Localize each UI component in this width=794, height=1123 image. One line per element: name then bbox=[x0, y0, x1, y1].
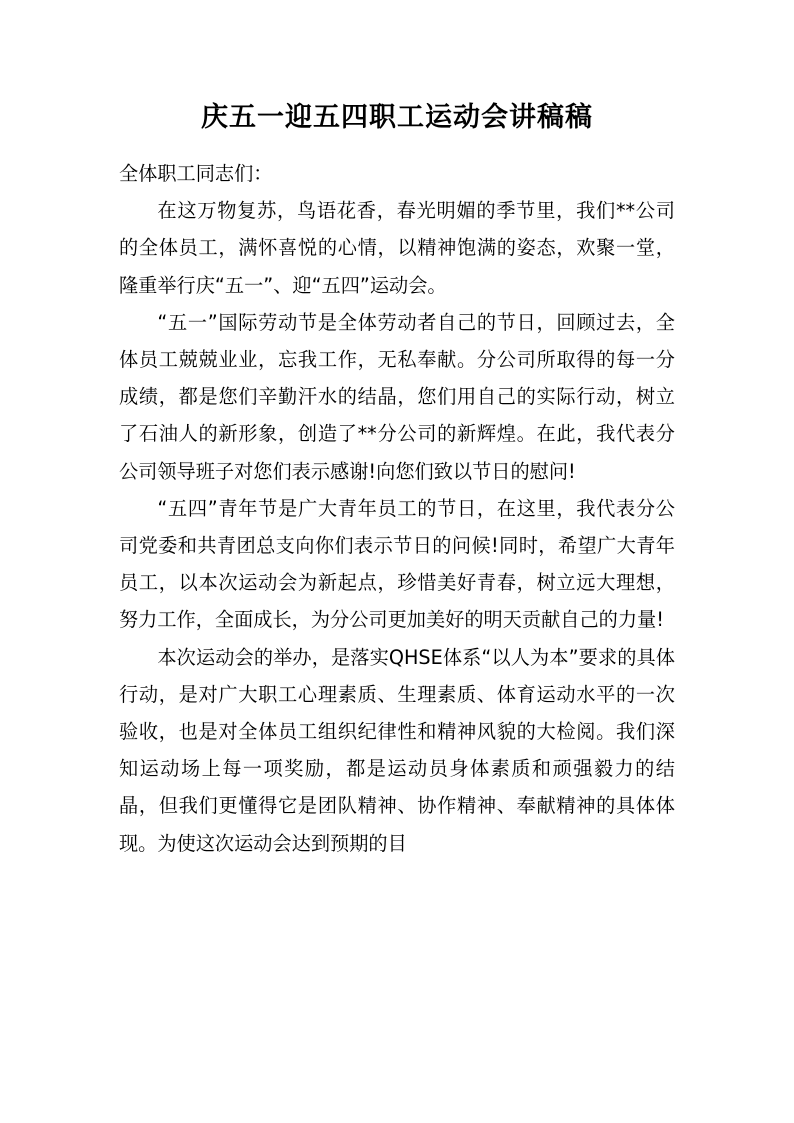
document-body bbox=[119, 155, 675, 862]
paragraph-1: 在这万物复苏，鸟语花香，春光明媚的季节里，我们**公司的全体员工，满怀喜悦的心情，以精神饱满的姿态，欢聚一堂，隆重举行庆“五一”、迎“五四”运动会。 bbox=[119, 199, 675, 297]
salutation: 全体职工同志们： bbox=[119, 162, 273, 185]
paragraph-3: “五四”青年节是广大青年员工的节日，在这里，我代表分公司党委和共青团总支向你们表示节日的问候!同时，希望广大青年员工，以本次运动会为新起点，珍惜美好青春，树立远大理想，努力工作，全面成长，为分公司更加美好的明天贡献自己的力量! bbox=[119, 496, 675, 632]
paragraph-2: “五一”国际劳动节是全体劳动者自己的节日，回顾过去，全体员工兢兢业业，忘我工作，无私奉献。分公司所取得的每一分成绩，都是您们辛勤汗水的结晶，您们用自己的实际行动，树立了石油人的新形象，创造了**分公司的新辉煌。在此，我代表分公司领导班子对您们表示感谢!向您们致以节日的慰问! bbox=[119, 310, 675, 483]
paragraph-4: 本次运动会的举办，是落实QHSE体系“以人为本”要求的具体行动，是对广大职工心理素质、生理素质、体育运动水平的一次验收，也是对全体员工组织纪律性和精神风貌的大检阅。我们深知运动场上每一项奖励，都是运动员身体素质和顽强毅力的结晶，但我们更懂得它是团队精神、协作精神、奉献精神的具体体现。为使这次运动会达到预期的目 bbox=[119, 645, 675, 855]
document-title: 庆五一迎五四职工运动会讲稿稿 bbox=[201, 102, 593, 133]
